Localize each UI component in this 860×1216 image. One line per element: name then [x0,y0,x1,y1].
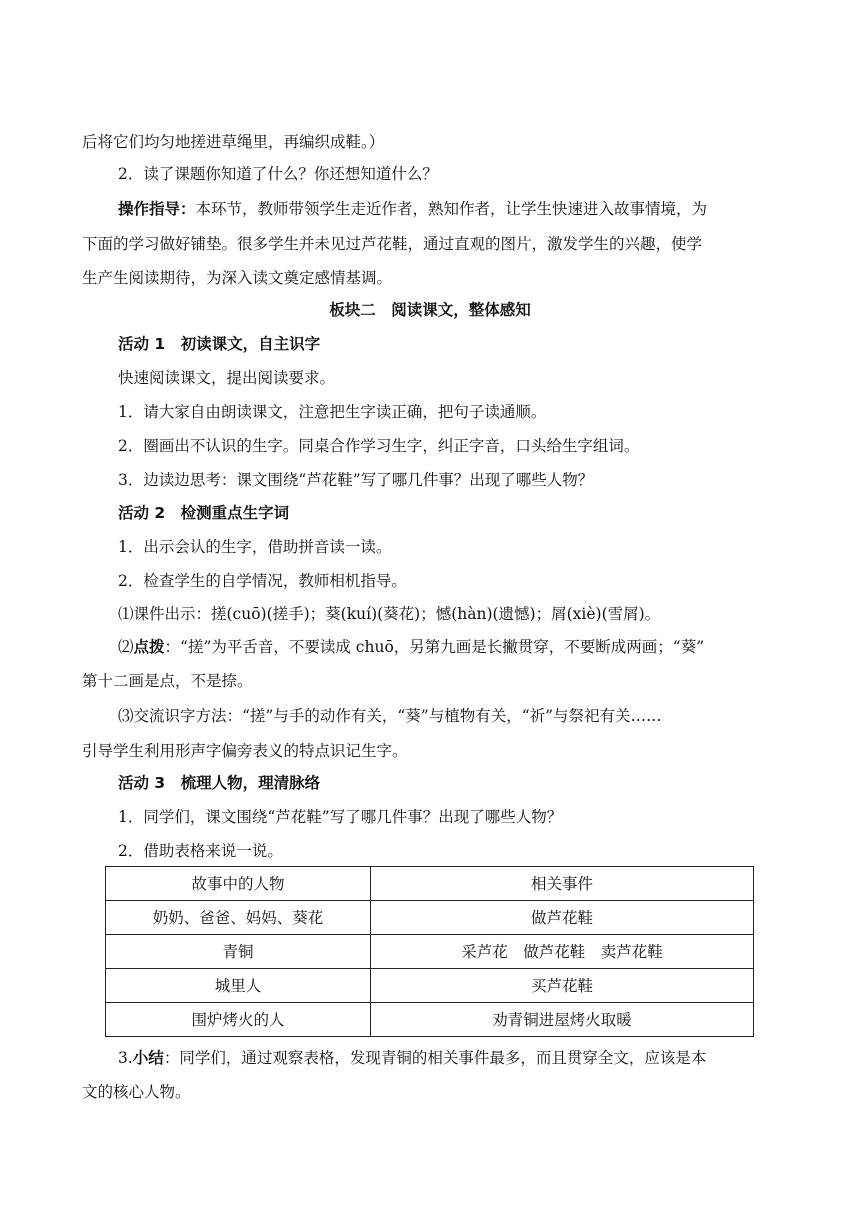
table-cell: 青铜 [106,935,371,969]
question-2: 2．读了课题你知道了什么？你还想知道什么？ [118,165,438,183]
table-row [106,935,754,969]
table-cell: 做芦花鞋 [371,901,754,935]
section-heading: 板块二 阅读课文，整体感知 [329,301,531,319]
summary-number: 3. [118,1049,133,1067]
list-item: 2．圈画出不认识的生字。同桌合作学习生字，纠正字音，口头给生字组词。 [118,437,640,455]
list-item: 1．同学们，课文围绕“芦花鞋”写了哪几件事？出现了哪些人物？ [118,808,563,826]
paragraph-line: 第十二画是点，不是捺。 [82,672,253,690]
operation-guide-label: 操作指导： [118,200,196,218]
paragraph-line: 快速阅读课文，提出阅读要求。 [118,369,336,387]
table-row [106,969,754,1003]
operation-guide-line [118,198,707,220]
paragraph-line: 下面的学习做好铺垫。很多学生并未见过芦花鞋，通过直观的图片，激发学生的兴趣，使学 [82,235,703,253]
table-cell: 采芦花 做芦花鞋 卖芦花鞋 [371,935,754,969]
list-item: 1．请大家自由朗读课文，注意把生字读正确，把句子读通顺。 [118,403,547,421]
table-cell: 劝青铜进屋烤火取暖 [371,1003,754,1037]
paragraph-line: 引导学生利用形声字偏旁表义的特点识记生字。 [82,742,408,760]
paragraph-line: 生产生阅读期待，为深入读文奠定感情基调。 [82,269,393,287]
summary-line [118,1047,706,1069]
character-events-table [105,866,754,1037]
table-cell: 围炉烤火的人 [106,1003,371,1037]
tip-line [118,636,704,658]
list-item: 3．边读边思考：课文围绕“芦花鞋”写了哪几件事？出现了哪些人物？ [118,471,594,489]
tip-number: ⑵ [118,638,134,656]
list-item: 1．出示会认的生字，借助拼音读一读。 [118,538,392,556]
tip-label: 点拨 [133,638,165,656]
activity-1-heading: 活动 1 初读课文，自主识字 [118,335,321,353]
table-row [106,901,754,935]
table-cell: 城里人 [106,969,371,1003]
paragraph-line: 后将它们均匀地搓进草绳里，再编织成鞋。） [82,133,385,151]
table-cell: 买芦花鞋 [371,969,754,1003]
list-item: 2．借助表格来说一说。 [118,842,283,860]
list-item: ⑴课件出示：搓(cuō)(搓手)；葵(kuí)(葵花)；憾(hàn)(遗憾)；屑(xiè)(雪屑)。 [118,605,661,623]
table-header-cell: 故事中的人物 [106,867,371,901]
table-cell: 奶奶、爸爸、妈妈、葵花 [106,901,371,935]
table-header-row [106,867,754,901]
activity-2-heading: 活动 2 检测重点生字词 [118,504,290,522]
operation-guide-text: 本环节，教师带领学生走近作者，熟知作者，让学生快速进入故事情境，为 [195,200,708,218]
table-row [106,1003,754,1037]
activity-3-heading: 活动 3 梳理人物，理清脉络 [118,774,321,792]
list-item: ⑶交流识字方法：“搓”与手的动作有关，“葵”与植物有关，“祈”与祭祀有关…… [118,707,662,725]
tip-text: ：“搓”为平舌音，不要读成 chuō，另第九画是长撇贯穿，不要断成两画；“葵” [164,638,705,656]
table-header-cell: 相关事件 [371,867,754,901]
paragraph-line: 文的核心人物。 [82,1083,191,1101]
summary-label: 小结 [132,1049,164,1067]
summary-text: ：同学们，通过观察表格，发现青铜的相关事件最多，而且贯穿全文，应该是本 [163,1049,707,1067]
list-item: 2．检查学生的自学情况，教师相机指导。 [118,572,407,590]
